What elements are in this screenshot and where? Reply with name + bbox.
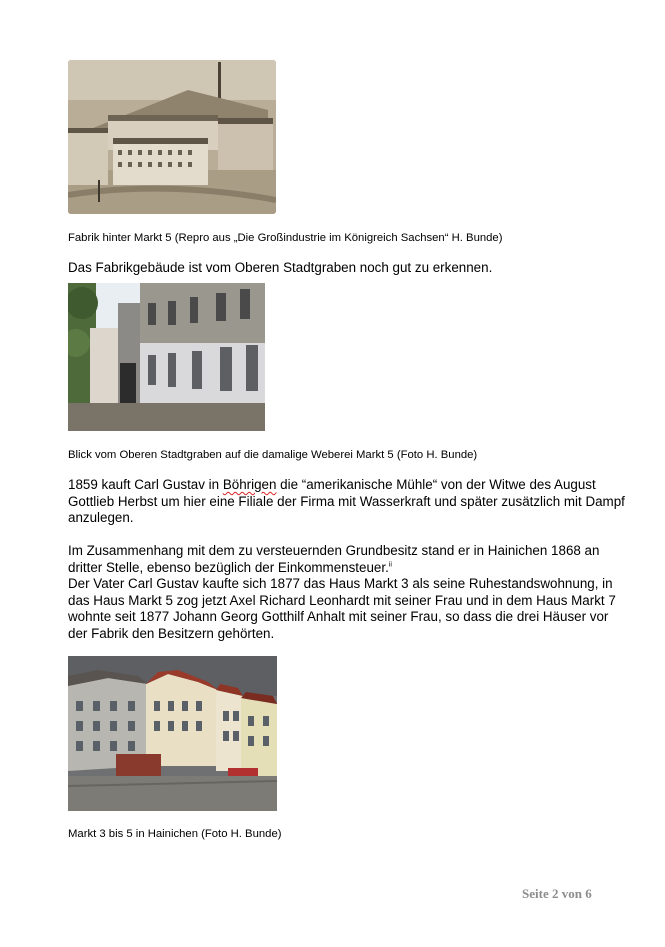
factory-engraving-image	[68, 60, 276, 214]
footnote-marker[interactable]: ii	[388, 561, 392, 569]
paragraph-tax-text: Im Zusammenhang mit dem zu versteuernden Grundbesitz stand er in Hainichen 1868 an dritter Stelle, ebenso bezüglich der Einkommensteuer.	[68, 543, 600, 575]
market-caption: Markt 3 bis 5 in Hainichen (Foto H. Bunde)	[68, 828, 282, 840]
place-name-boehrigen: Böhrigen	[222, 477, 277, 492]
weaving-caption: Blick vom Oberen Stadtgraben auf die damalige Weberei Markt 5 (Foto H. Bunde)	[68, 449, 478, 461]
paragraph-tax	[68, 543, 628, 576]
paragraph-factory-building: Das Fabrikgebäude ist vom Oberen Stadtgraben noch gut zu erkennen.	[68, 260, 493, 275]
page-number: Seite 2 von 6	[522, 886, 592, 901]
paragraph-boehrigen	[68, 477, 628, 527]
weaving-mill-photo	[68, 283, 265, 431]
paragraph-houses: Der Vater Carl Gustav kaufte sich 1877 das Haus Markt 3 als seine Ruhestandswohnung, in das Haus Markt 5 zog jetzt Axel Richard Leonhardt mit seiner Frau und in dem Haus Markt 7 wohnte seit 1877 Johann Georg Gotthilf Anhalt mit seiner Frau, so dass die drei Häuser vor der Fabrik den Besitzern gehörten.	[68, 576, 616, 641]
factory-caption: Fabrik hinter Markt 5 (Repro aus „Die Großindustrie im Königreich Sachsen“ H. Bunde)	[68, 232, 503, 244]
paragraph-boehrigen-part1: 1859 kauft Carl Gustav in	[68, 477, 223, 492]
market-houses-photo	[68, 656, 277, 811]
paragraph-boehrigen-part2: die “amerikanische Mühle“ von der Witwe des August Gottlieb Herbst um hier eine Filiale der Firma mit Wasserkraft und später zusätzlich mit Dampf anzulegen.	[68, 477, 625, 525]
